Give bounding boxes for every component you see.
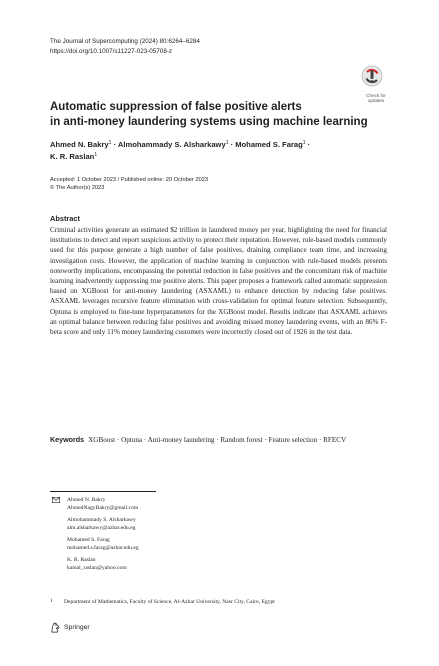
author-separator: ·: [111, 140, 118, 149]
contact-email[interactable]: alm.alsharkawy@azhar.edu.eg: [67, 525, 136, 531]
accepted-published-dates: Accepted: 1 October 2023 / Published online: 20 October 2023: [50, 177, 209, 183]
springer-horse-icon: [50, 622, 61, 633]
author-name[interactable]: K. R. Raslan: [50, 152, 95, 161]
author-list: [50, 138, 390, 162]
author-affil-sup: 1: [108, 140, 112, 146]
contact-email[interactable]: mohamed.s.farag@azhar.edu.eg: [67, 545, 139, 551]
contact-entry: [54, 556, 139, 572]
footnote-rule: [50, 491, 156, 492]
abstract-text: Criminal activities generate an estimated $2 trillion in laundered money per year, highlighting the need for financial institutions to detect and report suspicious activity to protect their reputation. However, rule-based models commonly used for this purpose generate a high number of false positives, draining compliance team time, and increasing investigation costs. However, the application of machine learning in conjunction with rule-based models presents noteworthy implications, encompassing the potential reduction in false positives and the concomitant risk of machine learning inadvertently suppressing true positive alerts. This paper proposes a framework called automatic suppression based on XGBoost for anti-money laundering (ASXAML) to enhance detection by reducing false positives. ASXAML leverages recursive feature elimination with cross-validation for optimal feature selection. Subsequently, Optuna is employed to fine-tune hyperparameters for the XGBoost model. Results indicate that ASXAML achieves an optimal balance between reducing false positives and avoiding missed money laundering events, with an 86% F-beta score and only 11% money laundering customers were incorrectly closed out of 1926 in the test data.: [50, 226, 387, 337]
author-contacts: [54, 496, 139, 576]
contact-entry: [54, 496, 139, 512]
affiliation-number: 1: [50, 599, 53, 604]
envelope-icon: [52, 497, 60, 503]
contact-name: Almohammady S. Alsharkawy: [67, 517, 136, 523]
title-line-2: in anti‑money laundering systems using machine learning: [50, 116, 368, 128]
publisher-logo: [50, 622, 90, 633]
author-name[interactable]: Mohamed S. Farag: [235, 140, 303, 149]
doi-link[interactable]: https://doi.org/10.1007/s11227-023-05708-z: [50, 47, 173, 55]
check-for-updates-badge[interactable]: [361, 65, 391, 103]
paper-title: [50, 100, 380, 130]
contact-entry: [54, 536, 139, 552]
keywords-list: XGBoost · Optuna · Anti-money laundering · Random forest · Feature selection · RFECV: [88, 436, 347, 444]
journal-header: [50, 37, 200, 56]
check-for-updates-icon: [361, 65, 383, 87]
author-affil-sup: 1: [225, 140, 229, 146]
badge-label-line2: updates: [367, 98, 385, 103]
journal-citation: The Journal of Supercomputing (2024) 80:6264–6284: [50, 38, 200, 45]
contact-email[interactable]: AhmedNagyBakry@gmail.com: [67, 505, 139, 511]
keywords-label: Keywords: [50, 436, 85, 444]
abstract-heading: Abstract: [50, 214, 80, 223]
badge-label-line1: Check for: [366, 93, 386, 98]
publication-dates: [50, 176, 208, 193]
author-affil-sup: 1: [94, 152, 98, 158]
contact-name: Mohamed S. Farag: [67, 537, 110, 543]
title-line-1: Automatic suppression of false positive alerts: [50, 101, 302, 113]
author-name[interactable]: Ahmed N. Bakry: [50, 140, 109, 149]
affiliation-text: Department of Mathematics, Faculty of Science, Al-Azhar University, Nasr City, Cairo, Egypt: [64, 599, 275, 605]
contact-name: Ahmed N. Bakry: [67, 497, 106, 503]
contact-name: K. R. Raslan: [67, 557, 96, 563]
affiliation-footnote: [50, 598, 390, 606]
author-name[interactable]: Almohammady S. Alsharkawy: [117, 140, 226, 149]
contact-entry: [54, 516, 139, 532]
author-affil-sup: 1: [302, 140, 306, 146]
publisher-name: Springer: [64, 624, 90, 631]
author-separator: ·: [305, 140, 311, 149]
copyright-notice: © The Author(s) 2023: [50, 185, 105, 192]
keywords-section: [50, 435, 387, 446]
contact-email[interactable]: kamal_raslan@yahoo.com: [67, 565, 127, 571]
author-separator: ·: [228, 140, 236, 149]
